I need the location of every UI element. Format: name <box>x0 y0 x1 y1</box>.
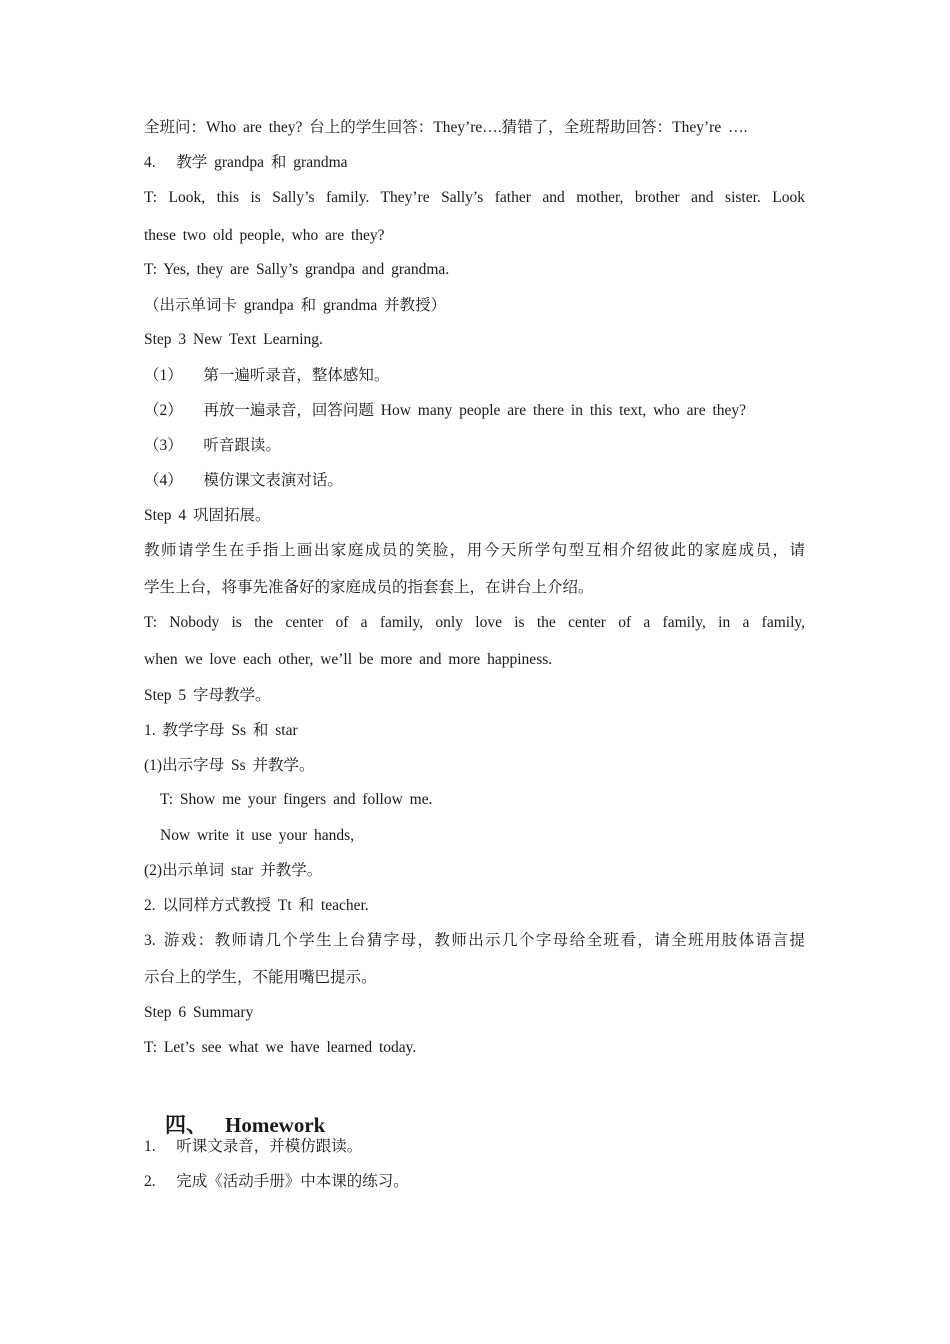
text-line: Now write it use your hands, <box>160 827 355 844</box>
text-line: 教师请学生在手指上画出家庭成员的笑脸，用今天所学句型互相介绍彼此的家庭成员，请 <box>144 542 805 559</box>
text-line: （1） 第一遍听录音，整体感知。 <box>144 367 390 384</box>
text-line: （2） 再放一遍录音，回答问题 How many people are there in this text, who are they? <box>144 402 747 419</box>
text-line: these two old people, who are they? <box>144 227 385 244</box>
homework-item: 1. 听课文录音，并模仿跟读。 <box>144 1138 363 1155</box>
text-line: （出示单词卡 grandpa 和 grandma 并教授） <box>144 297 447 314</box>
step-heading: Step 4 巩固拓展。 <box>144 507 271 524</box>
homework-item: 2. 完成《活动手册》中本课的练习。 <box>144 1173 409 1190</box>
text-line: T: Let’s see what we have learned today. <box>144 1039 417 1056</box>
homework-heading-number: 四、 <box>165 1113 207 1137</box>
text-line: T: Yes, they are Sally’s grandpa and grandma. <box>144 261 450 278</box>
text-line: T: Look, this is Sally’s family. They’re Sally’s father and mother, brother and sister. Look <box>144 189 805 206</box>
text-line: （3） 听音跟读。 <box>144 437 281 454</box>
text-line: T: Nobody is the center of a family, only love is the center of a family, in a family, <box>144 614 805 631</box>
text-line: 示台上的学生，不能用嘴巴提示。 <box>144 969 377 986</box>
homework-heading-title: Homework <box>225 1113 326 1137</box>
step-heading: Step 5 字母教学。 <box>144 687 271 704</box>
text-line: (1)出示字母 Ss 并教学。 <box>144 757 315 774</box>
text-line: 3. 游戏：教师请几个学生上台猜字母，教师出示几个字母给全班看，请全班用肢体语言提 <box>144 932 805 949</box>
text-line: 4. 教学 grandpa 和 grandma <box>144 154 348 171</box>
text-line: when we love each other, we’ll be more and more happiness. <box>144 651 553 668</box>
step-heading: Step 6 Summary <box>144 1004 254 1021</box>
text-line: (2)出示单词 star 并教学。 <box>144 862 323 879</box>
text-line: 全班问：Who are they? 台上的学生回答：They’re….猜错了，全班帮助回答：They’re …. <box>144 119 755 136</box>
text-line: （4） 模仿课文表演对话。 <box>144 472 343 489</box>
text-line: 2. 以同样方式教授 Tt 和 teacher. <box>144 897 369 914</box>
step-heading: Step 3 New Text Learning. <box>144 331 323 348</box>
text-line: T: Show me your fingers and follow me. <box>160 791 433 808</box>
text-line: 学生上台，将事先准备好的家庭成员的指套套上，在讲台上介绍。 <box>144 579 594 596</box>
text-line: 1. 教学字母 Ss 和 star <box>144 722 298 739</box>
